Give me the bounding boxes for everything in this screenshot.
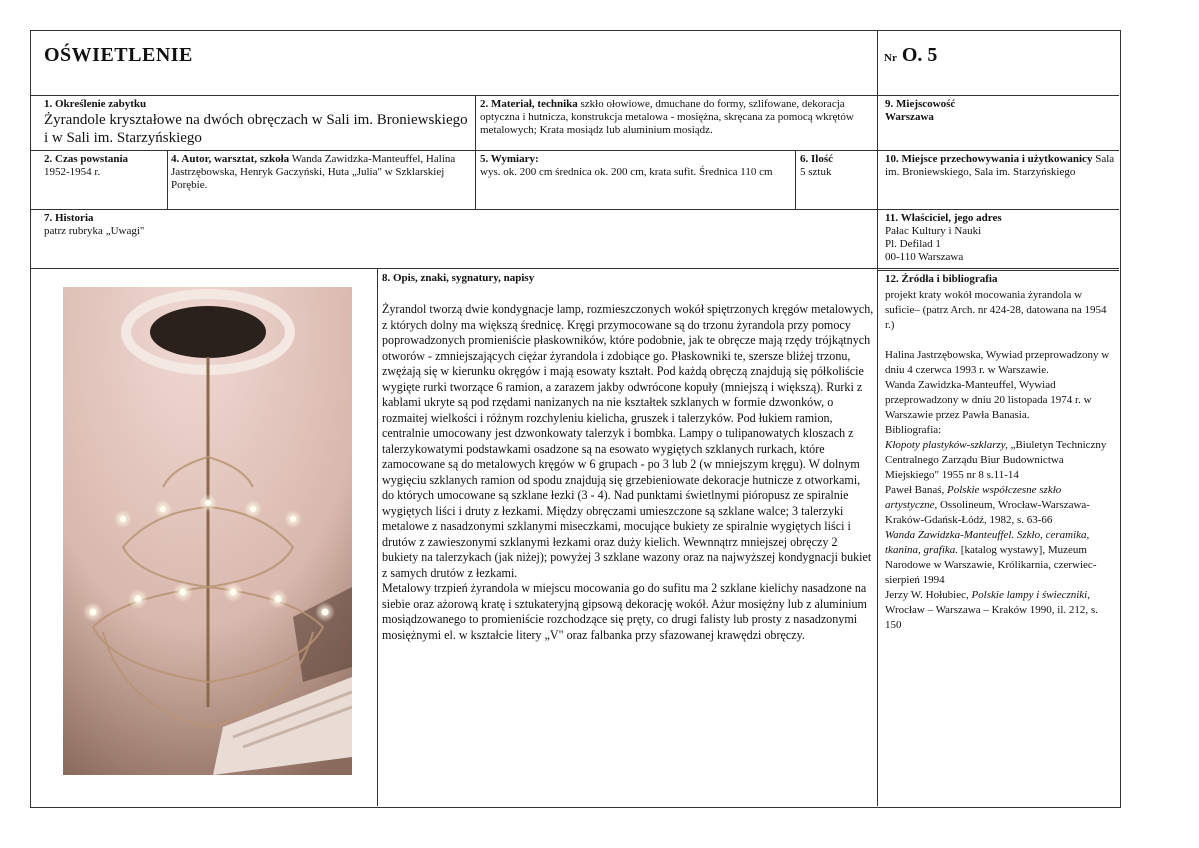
- field-label: 2. Materiał, technika: [480, 98, 578, 110]
- source-detail: [katalog wystawy], Muzeum Narodowe w Warszawie, Królikarnia, czerwiec-sierpień 1994: [885, 544, 1097, 586]
- source-item: [885, 438, 1115, 483]
- rule: [877, 30, 878, 806]
- source-detail: , Wrocław – Warszawa – Kraków 1990, il. 212, s. 150: [885, 589, 1098, 631]
- source-detail: „Biuletyn Techniczny Centralnego Zarządu Biur Budownictwa Miejskiego" 1955 nr 8 s.11-14: [885, 439, 1107, 481]
- field-value: Żyrandole kryształowe na dwóch obręczach w Sali im. Broniewskiego i w Sali im. Starzyńskiego: [44, 112, 468, 146]
- field-value: szkło ołowiowe, dmuchane do formy, szlifowane, dekoracja optyczna i hutnicza, konstrukcja metalowa - mosiężna, skręcana za pomocą wkrętów metalowych; Krata mosiądz lub aluminium mosiądz.: [480, 98, 854, 136]
- field-label: 6. Ilość: [800, 153, 833, 165]
- source-title: Kłopoty plastyków-szklarzy,: [885, 439, 1008, 451]
- field-label: 7. Historia: [44, 212, 94, 224]
- field-value: patrz rubryka „Uwagi": [44, 225, 145, 237]
- chandelier-photo: [63, 287, 352, 775]
- field-dimensions: [480, 153, 792, 179]
- field-history: [44, 212, 464, 238]
- rule: [795, 150, 796, 209]
- field-label: 2. Czas powstania: [44, 153, 129, 165]
- source-item: Halina Jastrzębowska, Wywiad przeprowadzony w dniu 4 czerwca 1993 r. w Warszawie.: [885, 349, 1110, 376]
- record-number: [884, 44, 937, 67]
- field-storage: [885, 153, 1115, 179]
- source-title: Polskie lampy i świeczniki: [971, 589, 1088, 601]
- field-label: 4. Autor, warsztat, szkoła: [171, 153, 290, 165]
- field-value: Sala im. Broniewskiego, Sala im. Starzyńskiego: [885, 153, 1115, 178]
- field-label: 8. Opis, znaki, sygnatury, napisy: [382, 272, 535, 284]
- field-label: 12. Źródła i bibliografia: [885, 273, 998, 285]
- field-quantity: [800, 153, 874, 179]
- rule: [878, 270, 1119, 271]
- field-description: [382, 302, 874, 643]
- source-item: projekt kraty wokół mocowania żyrandola w suficie– (patrz Arch. nr 424-28, datowana na 1954 r.): [885, 289, 1107, 331]
- source-author: Jerzy W. Hołubiec,: [885, 589, 972, 601]
- rule: [475, 95, 476, 209]
- nr-value: O. 5: [901, 44, 938, 66]
- chandelier-image: [63, 287, 352, 775]
- field-value: Wanda Zawidzka-Manteuffel, Halina Jastrzębowska, Henryk Gaczyński, Huta „Julia" w Szklarskiej Porębie.: [171, 153, 456, 191]
- field-value: 5 sztuk: [800, 166, 832, 178]
- source-author: Paweł Banaś,: [885, 484, 948, 496]
- field-sources: [885, 288, 1115, 633]
- rule: [30, 95, 1119, 96]
- source-title: Wanda Zawidzka-Manteuffel. Szkło, ceramika, tkanina, grafika.: [885, 529, 1090, 556]
- field-value: wys. ok. 200 cm średnica ok. 200 cm, krata sufit. Średnica 110 cm: [480, 166, 773, 178]
- source-item: Wanda Zawidzka-Manteuffel, Wywiad przeprowadzony w dniu 20 listopada 1974 r. w Warszawie przez Pawła Banasia.: [885, 379, 1092, 421]
- field-object-name: [44, 98, 469, 147]
- field-label: 9. Miejscowość: [885, 98, 956, 110]
- owner-line: Pałac Kultury i Nauki: [885, 225, 982, 237]
- field-label: 11. Właściciel, jego adres: [885, 212, 1002, 224]
- field-label: 1. Określenie zabytku: [44, 98, 147, 110]
- owner-line: 00-110 Warszawa: [885, 251, 964, 263]
- page-title: OŚWIETLENIE: [44, 44, 193, 66]
- field-owner: [885, 212, 1115, 264]
- source-title: Polskie współczesne szkło artystyczne: [885, 484, 1062, 511]
- field-label: 5. Wymiary:: [480, 153, 539, 165]
- source-detail: , Ossolineum, Wrocław-Warszawa-Kraków-Gdańsk-Łódź, 1982, s. 63-66: [885, 499, 1090, 526]
- field-label: 10. Miejsce przechowywania i użytkowanicy: [885, 153, 1093, 165]
- source-item: [885, 528, 1115, 588]
- field-author: [171, 153, 471, 192]
- field-location: [885, 98, 1115, 124]
- field-date: [44, 153, 164, 179]
- source-item: Bibliografia:: [885, 424, 942, 436]
- field-material: [480, 98, 872, 137]
- rule: [377, 268, 378, 806]
- rule: [167, 150, 168, 209]
- nr-prefix: Nr: [884, 52, 897, 64]
- owner-line: Pl. Defilad 1: [885, 238, 941, 250]
- field-value: 1952-1954 r.: [44, 166, 101, 178]
- rule: [30, 209, 1119, 210]
- source-item: [885, 588, 1115, 633]
- description-paragraph: Żyrandol tworzą dwie kondygnacje lamp, rozmieszczonych wokół spiętrzonych kręgów metalowych, z których dolny ma większą średnicę. Kręgi przymocowane są do trzonu żyrandola przy pomocy poprowadzonych promieniście płaskowników, które podobnie, jak te obręcze mają rzędy trójkątnych otworów - zmniejszających ciężar żyrandola i zdobiące go. Płaskowniki te, szersze bliżej trzonu, zwężają się w kierunku okręgów i mają esowaty kształt. Pod każdą obręczą znajdują się półkoliście wygięte rurki tworzące 6 ramion, a zarazem jakby odwrócone kopuły (mniejszą i większą). Rurki z kablami ukryte są pod rzędami nanizanych na nie kształtek szklanych w formie dzwonków, o rozmaitej wielkości i różnym rozchyleniu kielicha, gruszek i talerzyków. Pod łukiem ramion, centralnie umocowany jest dzwonkowaty talerzyk i bombka. Lampy o tulipanowatych kloszach z talerzykowatymi podstawkami osadzone są na esowato wygiętych szklanych rurkach, które zamocowane są do metalowych kręgów w 6 grupach - po 3 lub 2 (w mniejszym kręgu). W dolnym wygięciu szklanych ramion od spodu znajdują się grzebieniowate dekoracje hutnicze z otworkami, do których umocowane są szklane łezki (3 - 4). Nad punktami świetlnymi pióropusz ze spiralnie wygiętych liści i druty z łezkami. Między obręczami umieszczone są szklane walce; 3 talerzyki metalowe z nasadzonymi szklanymi miseczkami, mocujące bukiety ze spiralnie wygiętych liści i drutów z zawieszonymi szklanymi łezkami oraz duży kielich. Wewnnątrz mniejszej obręczy 2 bukiety na talerzykach (jak niżej); powyżej 3 szklane wazony oraz na najwyższej kondygnacji bukiet z samych drutów z łezkami.: [382, 302, 874, 580]
- field-value: Warszawa: [885, 111, 934, 123]
- description-paragraph: Metalowy trzpień żyrandola w miejscu mocowania go do sufitu ma 2 szklane kielichy nasadzone na siebie oraz ażorową kratę i sztukateryjną gipsową dekorację wokół. Ażur mosiężny lub z aluminium mosiądzowanego to promieniście rozchodzące się pręty, co drugi falisty lub prosty z nasadzonymi mosiężnymi el. w kształcie litery „V" oraz falbanka przy sfazowanej krawędzi obręczy.: [382, 581, 867, 642]
- rule: [30, 268, 1119, 269]
- source-item: [885, 483, 1115, 528]
- rule: [30, 150, 1119, 151]
